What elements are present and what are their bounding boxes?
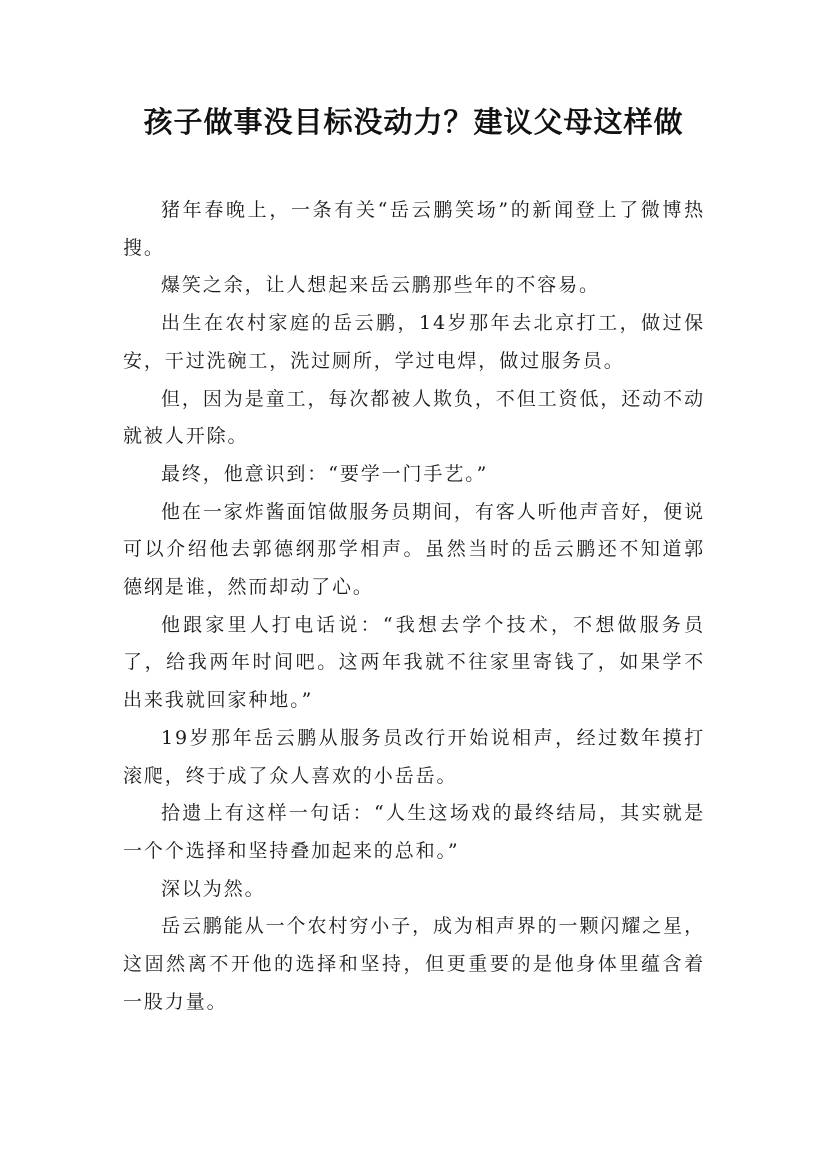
paragraph: 猪年春晚上，一条有关“岳云鹏笑场”的新闻登上了微博热搜。 xyxy=(123,199,705,259)
paragraph: 爆笑之余，让人想起来岳云鹏那些年的不容易。 xyxy=(161,274,600,297)
paragraph: 但，因为是童工，每次都被人欺负，不但工资低，还动不动就被人开除。 xyxy=(123,387,705,448)
paragraph: 最终，他意识到：“要学一门手艺。” xyxy=(161,462,489,485)
paragraph: 19岁那年岳云鹏从服务员改行开始说相声，经过数年摸打滚爬，终于成了众人喜欢的小岳岳。 xyxy=(123,726,705,787)
document-body xyxy=(123,192,705,1021)
paragraph: 他在一家炸酱面馆做服务员期间，有客人听他声音好，便说可以介绍他去郭德纲那学相声。虽然当时的岳云鹏还不知道郭德纲是谁，然而却动了心。 xyxy=(123,500,705,599)
paragraph: 他跟家里人打电话说：“我想去学个技术，不想做服务员了，给我两年时间吧。这两年我就不往家里寄钱了，如果学不出来我就回家种地。” xyxy=(123,613,705,712)
paragraph: 岳云鹏能从一个农村穷小子，成为相声界的一颗闪耀之星，这固然离不开他的选择和坚持，但更重要的是他身体里蕴含着一股力量。 xyxy=(123,915,705,1013)
paragraph: 拾遗上有这样一句话：“人生这场戏的最终结局，其实就是一个个选择和坚持叠加起来的总和。” xyxy=(123,802,705,862)
paragraph: 深以为然。 xyxy=(161,877,266,900)
document-title: 孩子做事没目标没动力？建议父母这样做 xyxy=(143,105,684,139)
paragraph: 出生在农村家庭的岳云鹏，14岁那年去北京打工，做过保安，干过洗碗工，洗过厕所，学过电焊，做过服务员。 xyxy=(123,312,705,372)
